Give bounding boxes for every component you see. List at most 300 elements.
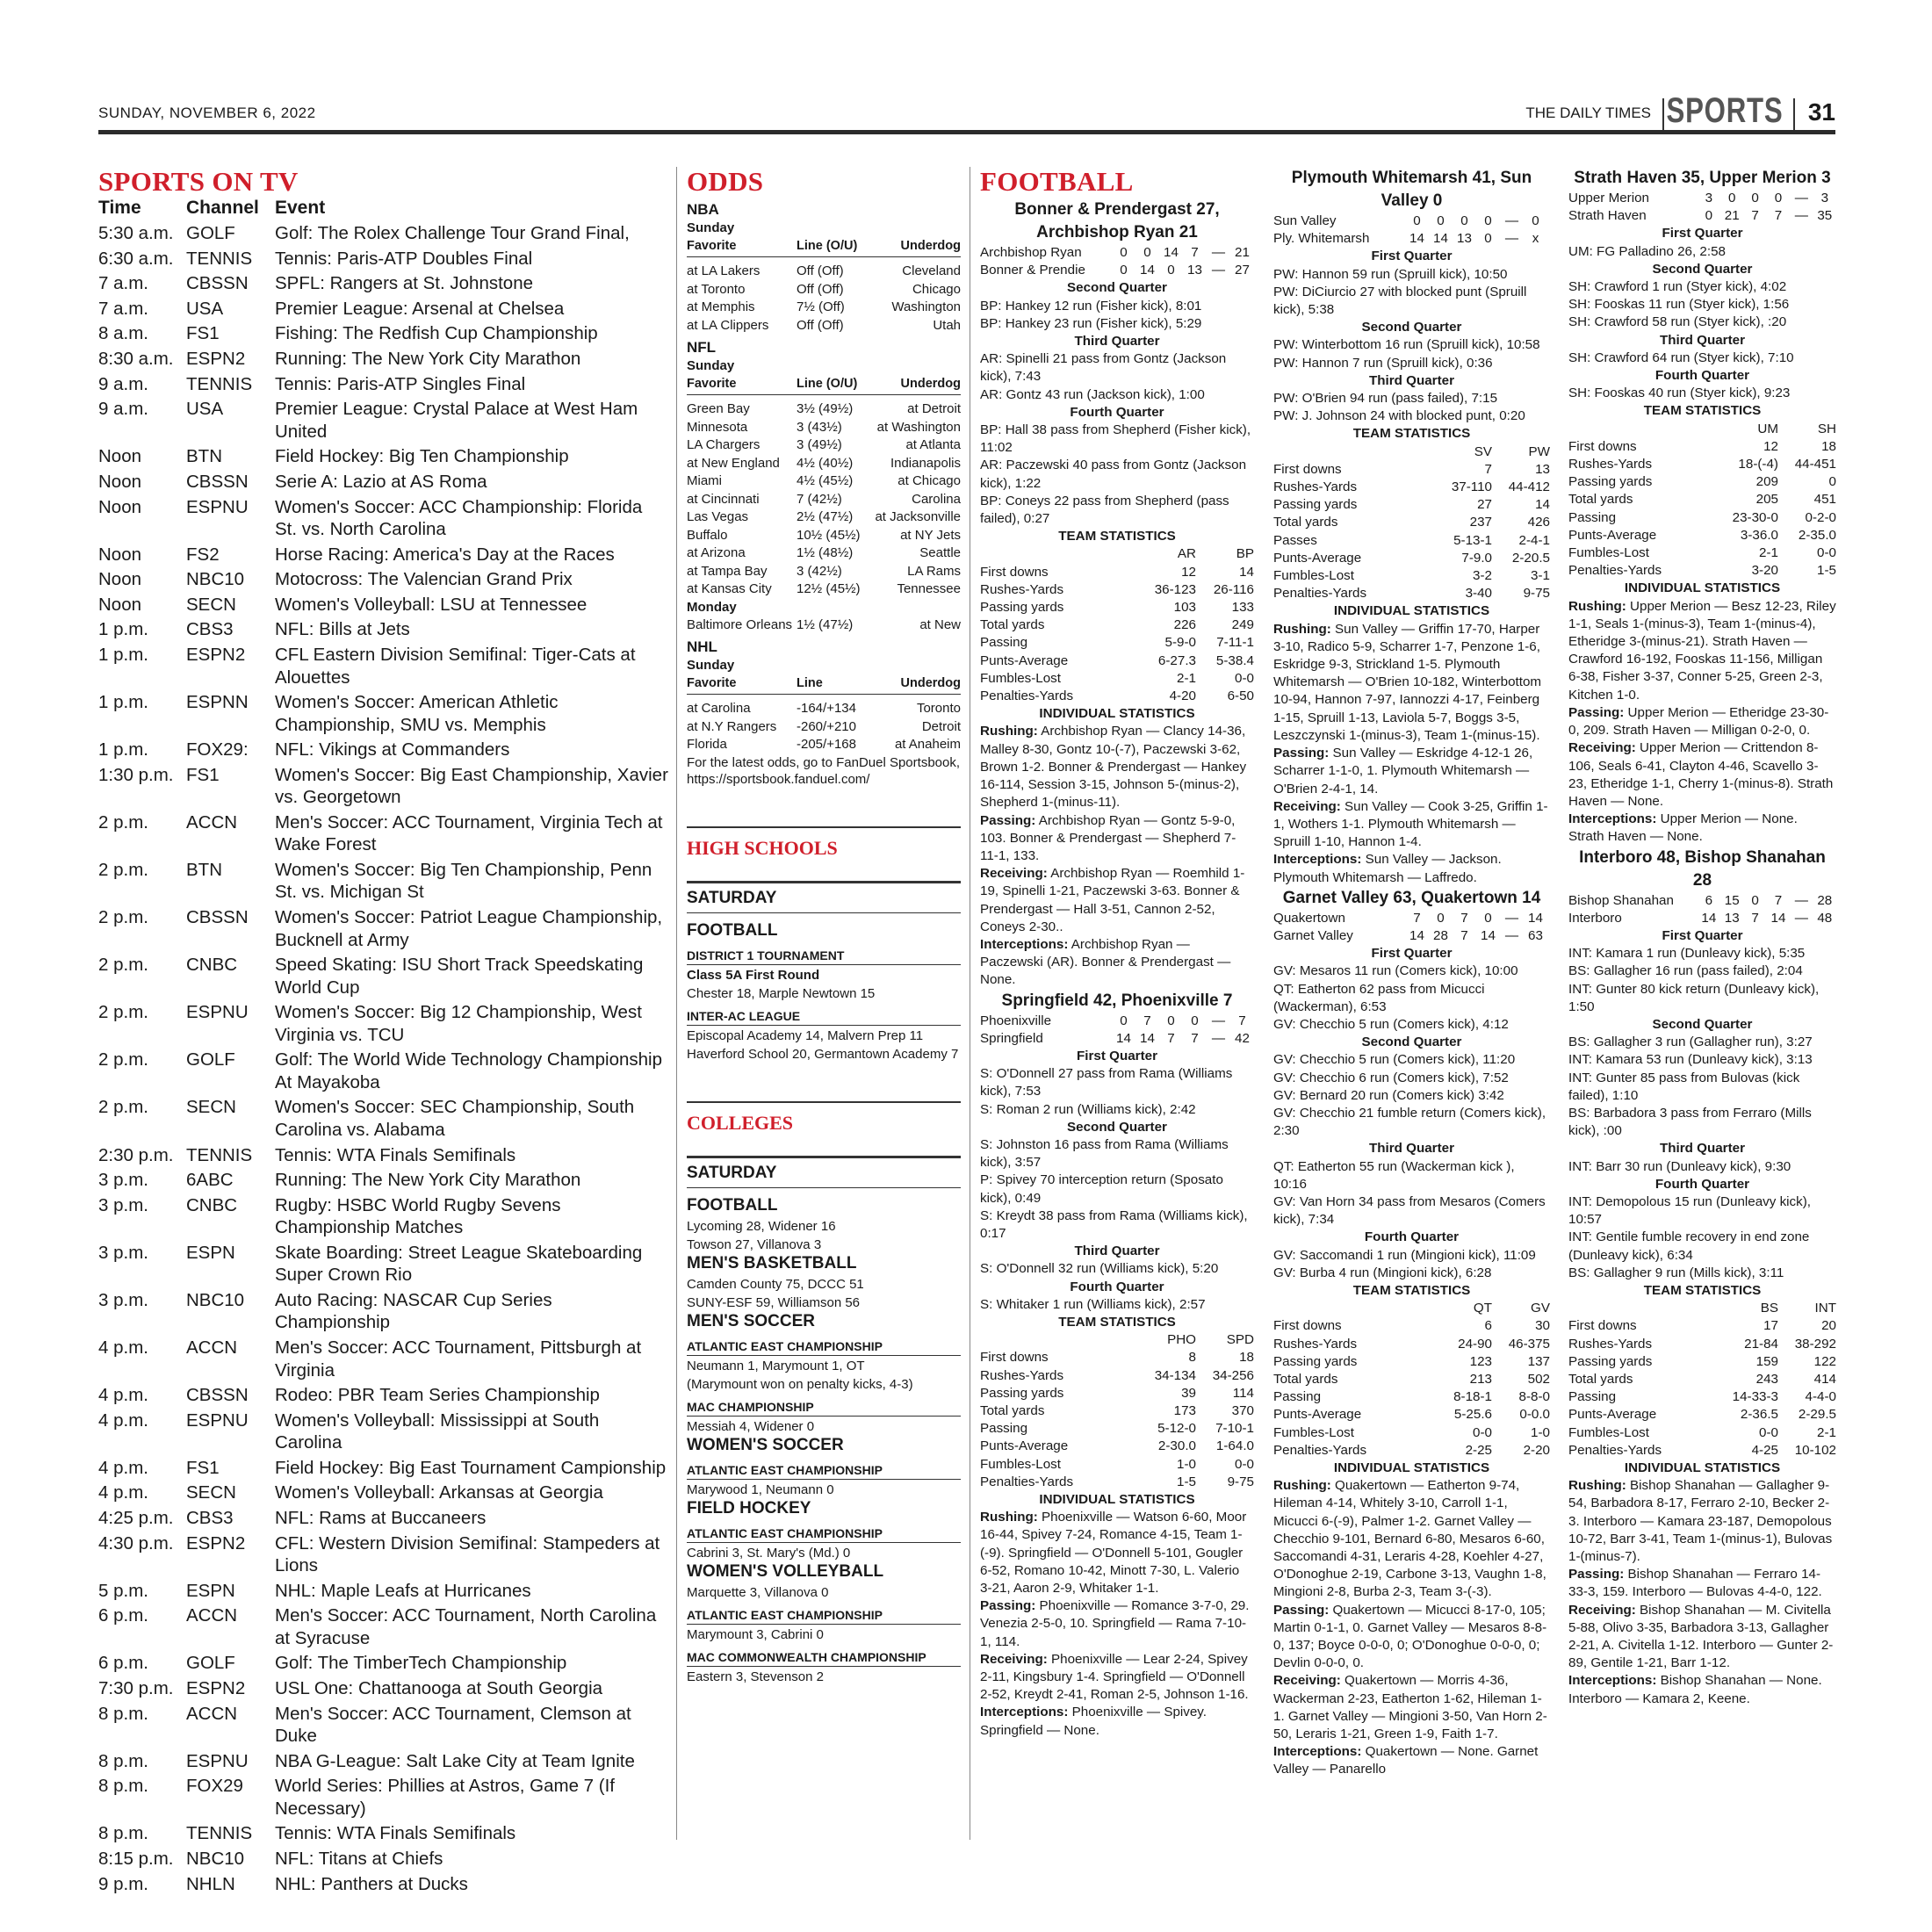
section-heading: INDIVIDUAL STATISTICS bbox=[1039, 1492, 1195, 1508]
odds-line: 10½ (45½) bbox=[797, 527, 861, 543]
team-stat-row bbox=[1568, 1388, 1836, 1406]
stat-cell: 4-4-0 bbox=[1805, 1389, 1836, 1405]
team-stat-row bbox=[980, 1474, 1254, 1491]
stat-cell: 370 bbox=[1231, 1403, 1254, 1418]
stat-label: Receiving: bbox=[1568, 1602, 1636, 1618]
tv-listing-row bbox=[98, 594, 669, 616]
tv-channel: ESPN bbox=[186, 1580, 235, 1601]
stat-cell: Total yards bbox=[1273, 515, 1338, 530]
tv-channel: CNBC bbox=[186, 955, 238, 976]
stat-cell: Fumbles-Lost bbox=[1568, 1424, 1650, 1440]
section-heading: First Quarter bbox=[1662, 927, 1743, 943]
col-sport: FIELD HOCKEY bbox=[687, 1498, 811, 1517]
play-text: BS: Gallagher 3 run (Gallagher run), 3:27 bbox=[1568, 1034, 1813, 1050]
odds-row bbox=[687, 508, 961, 527]
tv-channel: ESPNU bbox=[186, 1409, 249, 1431]
play-text: GV: Checchio 6 run (Comers kick), 7:52 bbox=[1273, 1070, 1509, 1085]
team-stat-row bbox=[1273, 461, 1550, 479]
score-cell: 48 bbox=[1817, 910, 1833, 926]
score-cell: 14 bbox=[1164, 245, 1179, 260]
tv-channel: ESPNU bbox=[186, 496, 249, 517]
odds-line: 3 (49½) bbox=[797, 437, 842, 452]
tv-event: CFL: Western Division Semifinal: Stampeders at Lions bbox=[275, 1532, 660, 1576]
team-stat-row bbox=[980, 1402, 1254, 1420]
stat-cell: 173 bbox=[1173, 1403, 1196, 1418]
stat-cell: Total yards bbox=[1568, 492, 1633, 508]
tv-time: 8 p.m. bbox=[98, 1776, 148, 1797]
hs-subhead: INTER-AC LEAGUE bbox=[687, 1007, 961, 1026]
line-score-row bbox=[1273, 213, 1550, 230]
tv-listing-row bbox=[98, 1242, 669, 1287]
score-cell: 7 bbox=[1460, 927, 1468, 943]
stat-cell: 0-0 bbox=[1473, 1424, 1492, 1440]
stat-cell bbox=[980, 1331, 1135, 1349]
stat-cell: Fumbles-Lost bbox=[980, 1456, 1062, 1472]
team-stat-row bbox=[1273, 479, 1550, 496]
stat-cell: Fumbles-Lost bbox=[1273, 568, 1355, 584]
play-text: SH: Fooskas 40 run (Styer kick), 9:23 bbox=[1568, 386, 1791, 401]
tv-channel: ACCN bbox=[186, 811, 238, 833]
score-cell: 3 bbox=[1705, 191, 1713, 205]
score-cell: 7 bbox=[1167, 1030, 1175, 1046]
odds-favorite: Baltimore Orleans bbox=[687, 616, 793, 632]
odds-underdog: at Detroit bbox=[907, 401, 961, 416]
tv-listing-row bbox=[98, 1049, 669, 1093]
odds-underdog: at Washington bbox=[876, 419, 961, 435]
score-cell: 0 bbox=[1484, 231, 1492, 247]
odds-row bbox=[687, 455, 961, 473]
football-games-3 bbox=[1568, 167, 1836, 1708]
stat-cell: 209 bbox=[1755, 474, 1778, 490]
score-cell: 7 bbox=[1238, 1013, 1246, 1028]
play-text: Rushing: Phoenixville — Watson 6-60, Moor 16-44, Spivey 7-24, Romance 4-15, Team 1-(-9). Springfield — O'Donnell 5-101, Gougler 6-52, Romano 10-42, Minott 7-30, L. Valerio 3-21, Aaron 2-9, Whitaker 1-1. bbox=[980, 1510, 1247, 1597]
col-sport: FOOTBALL bbox=[687, 1195, 778, 1215]
stat-cell: 13 bbox=[1535, 461, 1550, 477]
tv-channel: ESPNU bbox=[186, 1750, 249, 1771]
tv-channel: FOX29 bbox=[186, 1776, 243, 1797]
tv-listing-row bbox=[98, 764, 669, 809]
col-result: Camden County 75, DCCC 51 bbox=[687, 1276, 864, 1292]
stat-cell: SH bbox=[1817, 421, 1836, 436]
team-stat-row bbox=[980, 599, 1254, 616]
play-text: S: Whitaker 1 run (Williams kick), 2:57 bbox=[980, 1296, 1206, 1312]
play-text: Passing: Archbishop Ryan — Gontz 5-9-0, 103. Bonner & Prendergast — Shepherd 7-11-1, 133. bbox=[980, 812, 1236, 863]
team-stat-row bbox=[1568, 562, 1836, 580]
nfl-odds-header bbox=[687, 375, 961, 395]
tv-time: 3 p.m. bbox=[98, 1170, 148, 1191]
stat-cell: Rushes-Yards bbox=[980, 581, 1064, 597]
stat-cell: 26-116 bbox=[1213, 581, 1254, 597]
score-cell: 14 bbox=[1481, 927, 1496, 943]
tv-event: Running: The New York City Marathon bbox=[275, 1170, 581, 1191]
tv-time: Noon bbox=[98, 569, 142, 590]
line-score-row bbox=[980, 262, 1254, 279]
tv-channel: ESPN2 bbox=[186, 349, 246, 370]
stat-cell: 0-0 bbox=[1235, 670, 1254, 686]
odds-underdog: Chicago bbox=[912, 281, 961, 297]
play-text: Passing: Bishop Shanahan — Ferraro 14-33-3, 159. Interboro — Bulovas 4-4-0, 122. bbox=[1568, 1567, 1822, 1600]
odds-row bbox=[687, 317, 961, 335]
odds-favorite: at Toronto bbox=[687, 281, 746, 297]
tv-time: 6 p.m. bbox=[98, 1605, 148, 1626]
score-cell: Sun Valley bbox=[1273, 213, 1337, 228]
play-text: GV: Mesaros 11 run (Comers kick), 10:00 bbox=[1273, 963, 1518, 979]
stat-cell: 3-20 bbox=[1751, 563, 1778, 579]
tv-listing-row bbox=[98, 1194, 669, 1239]
tv-time: 1:30 p.m. bbox=[98, 764, 174, 785]
score-cell: 0 bbox=[1437, 910, 1445, 926]
stat-cell: 7 bbox=[1484, 461, 1492, 477]
tv-time: 1 p.m. bbox=[98, 645, 148, 665]
score-cell: Ply. Whitemarsh bbox=[1273, 231, 1370, 247]
play-text: Receiving: Quakertown — Morris 4-36, Wackerman 2-23, Eatherton 1-62, Hileman 1-1. Garnet Valley — Mingioni 3-50, Van Horn 2-50, Leraris 1-21, Green 1-9, Faith 1-7. bbox=[1273, 1673, 1547, 1742]
section-heading: Second Quarter bbox=[1652, 1016, 1753, 1032]
nhl-odds-header bbox=[687, 674, 961, 695]
stat-cell: 502 bbox=[1527, 1372, 1550, 1387]
stat-cell: PHO bbox=[1167, 1332, 1196, 1348]
stat-cell: 2-29.5 bbox=[1798, 1407, 1836, 1423]
score-cell: 0 bbox=[1143, 245, 1151, 260]
score-cell: 0 bbox=[1191, 1013, 1199, 1028]
stat-cell: Fumbles-Lost bbox=[1568, 545, 1650, 561]
stat-cell: PW bbox=[1528, 443, 1550, 459]
stat-label: Rushing: bbox=[980, 1510, 1038, 1525]
score-cell: — bbox=[1211, 1013, 1226, 1028]
stat-label: Interceptions: bbox=[980, 1705, 1069, 1720]
stat-cell: 5-9-0 bbox=[1164, 635, 1196, 651]
score-cell: — bbox=[1504, 213, 1519, 228]
tv-time: 7:30 p.m. bbox=[98, 1677, 174, 1698]
stat-cell: 2-25 bbox=[1465, 1442, 1492, 1458]
tv-time: 2 p.m. bbox=[98, 811, 148, 833]
tv-channel: SECN bbox=[186, 1482, 236, 1503]
tv-time: 7 a.m. bbox=[98, 273, 148, 294]
score-cell: 21 bbox=[1235, 245, 1250, 260]
stat-cell: Passing bbox=[980, 1421, 1028, 1437]
tv-time: 8 p.m. bbox=[98, 1703, 148, 1724]
stat-cell: Punts-Average bbox=[980, 1438, 1069, 1454]
odds-note: For the latest odds, go to FanDuel Sportsbook, https://sportsbook.fanduel.com/ bbox=[687, 754, 961, 787]
game-title: Garnet Valley 63, Quakertown 14 bbox=[1282, 888, 1541, 907]
team-stat-row bbox=[1568, 1424, 1836, 1442]
stat-cell: 24-90 bbox=[1458, 1336, 1492, 1352]
tv-event: Women's Soccer: Patriot League Championship, Bucknell at Army bbox=[275, 907, 663, 950]
tv-listing-row bbox=[98, 1481, 669, 1504]
stat-cell: SV bbox=[1474, 443, 1492, 459]
tv-event: Serie A: Lazio at AS Roma bbox=[275, 471, 487, 492]
page-header bbox=[98, 91, 1835, 134]
tv-time: 8:15 p.m. bbox=[98, 1848, 174, 1869]
hs-round: Class 5A First Round bbox=[687, 967, 820, 983]
stat-cell: 30 bbox=[1535, 1318, 1550, 1334]
stat-label: Receiving: bbox=[1273, 798, 1341, 814]
stat-cell: 39 bbox=[1181, 1385, 1196, 1401]
score-cell: 7 bbox=[1413, 910, 1421, 926]
game-title: Bonner & Prendergast 27, Archbishop Ryan 21 bbox=[1014, 200, 1220, 242]
stat-cell: Passing bbox=[980, 635, 1028, 651]
team-stat-row bbox=[980, 1420, 1254, 1438]
tv-listing-row bbox=[98, 348, 669, 371]
football-title: FOOTBALL bbox=[980, 166, 1134, 197]
tv-listing-row bbox=[98, 1001, 669, 1046]
tv-channel: NBC10 bbox=[186, 569, 245, 590]
odds-row bbox=[687, 563, 961, 581]
stat-cell: 3-1 bbox=[1531, 568, 1550, 584]
tv-listing-row bbox=[98, 906, 669, 951]
score-cell: 28 bbox=[1433, 927, 1448, 943]
section-heading: Second Quarter bbox=[1652, 261, 1753, 277]
stat-cell: 23-30-0 bbox=[1732, 509, 1778, 525]
odds-underdog: Detroit bbox=[921, 718, 961, 734]
tv-listing-row bbox=[98, 1384, 669, 1407]
odds-row bbox=[687, 736, 961, 754]
stat-cell: 2-1 bbox=[1759, 545, 1778, 561]
stat-cell: 0-0 bbox=[1235, 1456, 1254, 1472]
score-cell: 35 bbox=[1817, 208, 1833, 224]
tv-channel: ESPN2 bbox=[186, 1532, 246, 1554]
game-title: Interboro 48, Bishop Shanahan 28 bbox=[1579, 847, 1826, 890]
stat-cell: 34-134 bbox=[1154, 1367, 1196, 1383]
team-stat-row bbox=[980, 1331, 1254, 1349]
stat-cell: 38-292 bbox=[1794, 1336, 1836, 1352]
odds-favorite: at Tampa Bay bbox=[687, 563, 768, 579]
tv-time: Noon bbox=[98, 496, 142, 517]
odds-line: 7 (42½) bbox=[797, 491, 842, 507]
odds-underdog: at New bbox=[919, 616, 961, 632]
play-text: BS: Gallagher 9 run (Mills kick), 3:11 bbox=[1568, 1265, 1784, 1280]
play-text: S: Roman 2 run (Williams kick), 2:42 bbox=[980, 1101, 1196, 1117]
team-stat-row bbox=[1273, 1300, 1550, 1317]
header-divider bbox=[1793, 98, 1795, 130]
play-text: Passing: Quakertown — Micucci 8-17-0, 105; Martin 0-1-1, 0. Garnet Valley — Mesaros 8-8-0, 137; Boyce 0-0-0, 0; O'Donoghue 0-0-0, 0; Devlin 0-0-0, 0. bbox=[1273, 1602, 1547, 1671]
section-heading: Second Quarter bbox=[1361, 1034, 1462, 1050]
tv-channel: ESPNN bbox=[186, 692, 249, 713]
play-text: S: O'Donnell 27 pass from Rama (Williams kick), 7:53 bbox=[980, 1066, 1233, 1099]
odds-underdog: at Atlanta bbox=[905, 437, 961, 452]
section-heading: Second Quarter bbox=[1067, 280, 1167, 296]
odds-favorite: at LA Lakers bbox=[687, 263, 761, 278]
stat-label: Passing: bbox=[980, 812, 1036, 828]
play-text: UM: FG Palladino 26, 2:58 bbox=[1568, 243, 1726, 259]
tv-event: NFL: Vikings at Commanders bbox=[275, 739, 510, 761]
section-heading: INDIVIDUAL STATISTICS bbox=[1624, 1460, 1781, 1476]
play-text: P: Spivey 70 interception return (Sposato kick), 0:49 bbox=[980, 1172, 1223, 1206]
score-cell: 14 bbox=[1701, 910, 1717, 926]
score-cell: 6 bbox=[1705, 892, 1713, 908]
play-text: Receiving: Bishop Shanahan — M. Civitella 5-88, Olivo 3-35, Barbadora 3-13, Gallagher 2-21, A. Civitella 1-12. Interboro — Gunter 2-89, Gentile 1-21, Barr 1-12. bbox=[1568, 1602, 1834, 1671]
score-cell: 14 bbox=[1140, 263, 1155, 278]
team-stat-row bbox=[1273, 1388, 1550, 1406]
tv-listing-row bbox=[98, 322, 669, 345]
stat-cell: Passing bbox=[1568, 509, 1617, 525]
score-cell: Bonner & Prendie bbox=[980, 263, 1085, 278]
tv-listing-row bbox=[98, 445, 669, 468]
play-text: INT: Gunter 85 pass from Bulovas (kick failed), 1:10 bbox=[1568, 1070, 1800, 1103]
tv-time: 8 a.m. bbox=[98, 323, 148, 344]
stat-cell bbox=[980, 545, 1135, 563]
nfl-odds bbox=[687, 400, 961, 599]
team-stat-row bbox=[1568, 421, 1836, 438]
tv-listings bbox=[98, 222, 669, 1895]
odds-favorite: Minnesota bbox=[687, 419, 748, 435]
col-favorite: Favorite bbox=[687, 676, 737, 690]
stat-cell: 0-0 bbox=[1759, 1424, 1778, 1440]
score-cell: 13 bbox=[1724, 910, 1740, 926]
col-subhead: ATLANTIC EAST CHAMPIONSHIP bbox=[687, 1606, 961, 1625]
tv-event: Premier League: Arsenal at Chelsea bbox=[275, 298, 565, 319]
stat-cell: 159 bbox=[1755, 1353, 1778, 1369]
tv-listing-row bbox=[98, 544, 669, 566]
nba-day: Sunday bbox=[687, 220, 735, 235]
stat-cell: Penalties-Yards bbox=[1273, 1442, 1367, 1458]
score-cell: Strath Haven bbox=[1568, 208, 1647, 224]
stat-cell: 237 bbox=[1469, 515, 1492, 530]
tv-channel: SECN bbox=[186, 1097, 236, 1118]
tv-time: 1 p.m. bbox=[98, 619, 148, 640]
page-number: 31 bbox=[1807, 98, 1835, 126]
score-cell: 63 bbox=[1528, 927, 1543, 943]
score-cell: 0 bbox=[1484, 910, 1492, 926]
stat-cell: AR bbox=[1177, 546, 1196, 562]
stat-cell: Passing bbox=[1273, 1389, 1322, 1405]
tv-channel: CBS3 bbox=[186, 1507, 234, 1528]
play-text: Rushing: Bishop Shanahan — Gallagher 9-54, Barbadora 8-17, Ferraro 2-10, Becker 2-3. Interboro — Kamara 23-187, Demopolous 10-72, Barr 3-41, Team 1-(minus-1), Bulovas 1-(minus-7). bbox=[1568, 1478, 1833, 1565]
team-stat-row bbox=[1273, 550, 1550, 567]
section-heading: Third Quarter bbox=[1368, 1141, 1455, 1157]
team-stat-row bbox=[1273, 567, 1550, 585]
stat-cell: 2-4-1 bbox=[1518, 532, 1550, 548]
odds-favorite: at Memphis bbox=[687, 299, 755, 314]
stat-cell: 8-18-1 bbox=[1453, 1389, 1492, 1405]
play-text: GV: Saccomandi 1 run (Mingioni kick), 11:09 bbox=[1273, 1247, 1536, 1263]
col-underdog: Underdog bbox=[900, 239, 961, 253]
col-sport: MEN'S BASKETBALL bbox=[687, 1253, 857, 1272]
stat-cell: 2-1 bbox=[1177, 670, 1196, 686]
play-text: BS: Barbadora 3 pass from Ferraro (Mills kick), :00 bbox=[1568, 1105, 1812, 1139]
stat-cell: 205 bbox=[1755, 492, 1778, 508]
tv-channel: TENNIS bbox=[186, 248, 253, 269]
play-text: BP: Hankey 23 run (Fisher kick), 5:29 bbox=[980, 315, 1202, 331]
stat-cell: 414 bbox=[1813, 1372, 1836, 1387]
tv-channel: CBS3 bbox=[186, 619, 234, 640]
play-text: Interceptions: Quakertown — None. Garnet Valley — Panarello bbox=[1273, 1744, 1539, 1777]
team-stat-row bbox=[1273, 1353, 1550, 1371]
play-text: BP: Coneys 22 pass from Shepherd (pass failed), 0:27 bbox=[980, 493, 1229, 527]
stat-cell: 137 bbox=[1527, 1353, 1550, 1369]
tv-listing-row bbox=[98, 811, 669, 856]
col-result: (Marymount won on penalty kicks, 4-3) bbox=[687, 1376, 913, 1392]
stat-cell: 3-2 bbox=[1473, 568, 1492, 584]
tv-event: NFL: Rams at Buccaneers bbox=[275, 1507, 487, 1528]
play-text: S: Kreydt 38 pass from Rama (Williams kick), 0:17 bbox=[980, 1208, 1248, 1241]
play-text: Receiving: Archbishop Ryan — Roemhild 1-19, Spinelli 1-21, Paczewski 3-63. Bonner & Prendergast — Hall 3-51, Cannon 2-52, Coneys 2-30.. bbox=[980, 866, 1245, 934]
score-cell: 3 bbox=[1820, 191, 1829, 205]
score-cell: 14 bbox=[1528, 910, 1543, 926]
score-cell: 14 bbox=[1409, 231, 1424, 247]
stat-cell: 1-0 bbox=[1177, 1456, 1196, 1472]
stat-cell: 249 bbox=[1231, 617, 1254, 633]
tv-channel: ESPN bbox=[186, 1242, 235, 1263]
tv-time: 6 p.m. bbox=[98, 1653, 148, 1674]
line-score-row bbox=[980, 1030, 1254, 1048]
stat-cell: 14-33-3 bbox=[1732, 1389, 1778, 1405]
football-column-2 bbox=[1273, 167, 1550, 1779]
team-stat-row bbox=[980, 581, 1254, 599]
section-heading: TEAM STATISTICS bbox=[1058, 1314, 1176, 1330]
team-stat-row bbox=[980, 1385, 1254, 1402]
section-heading: First Quarter bbox=[1662, 226, 1743, 242]
stat-cell: First downs bbox=[1568, 1318, 1637, 1334]
tv-event: Women's Soccer: Big East Championship, Xavier vs. Georgetown bbox=[275, 764, 668, 808]
score-cell: 0 bbox=[1120, 1013, 1128, 1028]
team-stat-row bbox=[1568, 1406, 1836, 1424]
tv-header-row bbox=[98, 197, 669, 220]
tv-channel: TENNIS bbox=[186, 1823, 253, 1844]
col-result: Lycoming 28, Widener 16 bbox=[687, 1218, 836, 1234]
score-cell: 7 bbox=[1774, 208, 1783, 224]
stat-cell: Total yards bbox=[1273, 1372, 1338, 1387]
score-cell: Springfield bbox=[980, 1030, 1043, 1046]
nfl-day: Sunday bbox=[687, 358, 735, 373]
tv-channel: FS1 bbox=[186, 1457, 220, 1478]
tv-channel: SECN bbox=[186, 594, 236, 615]
score-cell: 0 bbox=[1532, 213, 1539, 228]
stat-label: Passing: bbox=[1568, 1567, 1625, 1582]
tv-event: NHL: Panthers at Ducks bbox=[275, 1873, 468, 1894]
tv-event: Tennis: Paris-ATP Doubles Final bbox=[275, 248, 533, 269]
tv-listing-row bbox=[98, 1604, 669, 1649]
stat-cell: 213 bbox=[1469, 1372, 1492, 1387]
tv-channel: NHLN bbox=[186, 1873, 235, 1894]
score-cell: — bbox=[1794, 892, 1808, 908]
odds-favorite: at Kansas City bbox=[687, 581, 772, 596]
play-text: INT: Barr 30 run (Dunleavy kick), 9:30 bbox=[1568, 1158, 1791, 1174]
score-cell: 13 bbox=[1457, 231, 1472, 247]
nhl-day: Sunday bbox=[687, 658, 735, 673]
team-stat-row bbox=[980, 634, 1254, 652]
team-stat-row bbox=[980, 564, 1254, 581]
stat-cell: 114 bbox=[1232, 1385, 1254, 1401]
stat-label: Rushing: bbox=[980, 724, 1038, 739]
team-stat-row bbox=[1568, 438, 1836, 456]
tv-channel: ESPN2 bbox=[186, 1677, 246, 1698]
stat-cell bbox=[1273, 1300, 1431, 1317]
play-text: Rushing: Upper Merion — Besz 12-23, Riley 1-1, Seals 1-(minus-3), Team 1-(minus-4), Etheridge 3-(minus-21). Strath Haven — Crawford 16-192, Fooskas 11-156, Milligan 6-38, Fisher 3-37, Conner 5-25, Green 2-3, Kitchen 1-0. bbox=[1568, 598, 1836, 703]
nfl-monday: Monday bbox=[687, 599, 737, 615]
nba-odds-header bbox=[687, 237, 961, 257]
team-stat-row bbox=[980, 1456, 1254, 1474]
tv-event: Horse Racing: America's Day at the Races bbox=[275, 544, 615, 565]
tv-listing-row bbox=[98, 248, 669, 270]
stat-cell: 2-35.0 bbox=[1798, 527, 1836, 543]
stat-cell: Passes bbox=[1273, 532, 1317, 548]
score-cell: 13 bbox=[1187, 263, 1202, 278]
score-cell: 14 bbox=[1433, 231, 1448, 247]
play-text: INT: Gunter 80 kick return (Dunleavy kick), 1:50 bbox=[1568, 981, 1820, 1014]
tv-event: Golf: The Rolex Challenge Tour Grand Final, bbox=[275, 223, 630, 244]
play-text: QT: Eatherton 62 pass from Micucci (Wackerman), 6:53 bbox=[1273, 981, 1485, 1014]
tv-header-time: Time bbox=[98, 198, 141, 218]
stat-label: Interceptions: bbox=[1568, 811, 1657, 827]
score-cell: — bbox=[1504, 231, 1519, 247]
tv-header-event: Event bbox=[275, 198, 326, 218]
odds-favorite: at LA Clippers bbox=[687, 317, 769, 333]
score-cell: 7 bbox=[1751, 910, 1759, 926]
odds-favorite: at Arizona bbox=[687, 545, 746, 560]
col-subhead: MAC CHAMPIONSHIP bbox=[687, 1398, 961, 1417]
play-text: Interceptions: Bishop Shanahan — None. Interboro — Kamara 2, Keene. bbox=[1568, 1673, 1822, 1706]
stat-cell: 243 bbox=[1755, 1372, 1778, 1387]
